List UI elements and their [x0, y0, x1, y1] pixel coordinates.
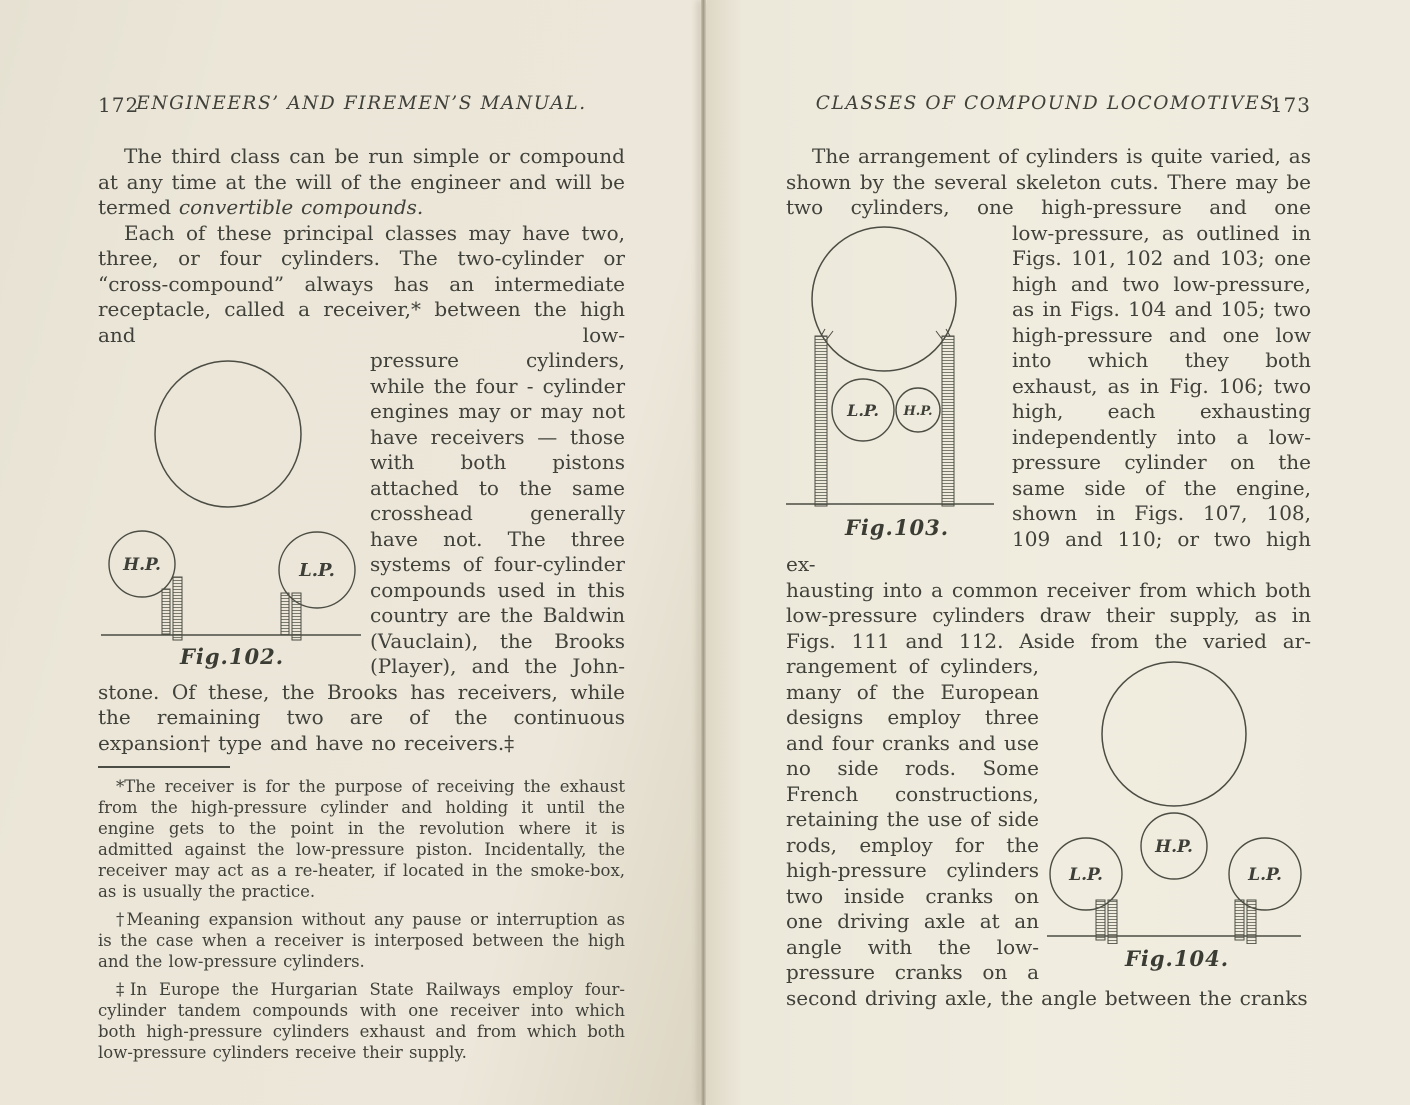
frame-post [1096, 900, 1105, 940]
paragraph-wrapped: rangement of cylinders, many of the European designs employ three and four cranks and use no side rods. Some French constructions, retaining the use of side rods, employ for the high-pressure cylinders two inside cranks on one driving axle at an angle with the low-pressure cranks on a [786, 654, 1039, 984]
footnote: *The receiver is for the purpose of receiving the exhaust from the high-pressure cylinder and holding it until the engine gets to the point in the revolution where it is admitted against the low-pressure piston. Incidentally, the receiver may act as a re-heater, if located in the smoke-box, as is usually the practice. [98, 777, 625, 901]
footnote-separator [98, 766, 230, 768]
paragraph: hausting into a common receiver from which both low-pressure cylinders draw their supply, as in Figs. 111 and 112. Aside from the varied ar- [786, 577, 1311, 653]
page-number: 173 [1269, 93, 1311, 117]
left-page [0, 0, 703, 1105]
lp-label-right: L.P. [1248, 865, 1282, 885]
frame-post [281, 593, 289, 635]
frame-post [1108, 900, 1117, 944]
right-page-header [786, 93, 1311, 119]
figure-104-caption: Fig.104. [1124, 946, 1230, 971]
page-gutter [701, 0, 706, 1105]
left-page-header [98, 93, 625, 119]
paragraph: stone. Of these, the Brooks has receivers, while the remaining two are of the continuous expansion† type and have no receivers.‡ [98, 679, 625, 755]
figure-103-diagram [786, 221, 1001, 513]
frame-bar [942, 336, 954, 506]
driving-wheel-circle [812, 227, 956, 371]
figure-102 [98, 348, 366, 669]
driving-wheel-circle [155, 361, 301, 507]
frame-bar [815, 336, 827, 506]
figure-103-caption: Fig.103. [844, 514, 950, 540]
running-title: CLASSES OF COMPOUND LOCOMOTIVES. [815, 93, 1282, 114]
page-number: 172 [98, 93, 140, 117]
right-page [707, 0, 1410, 1105]
figure-102-diagram [98, 348, 366, 642]
footnote: †Meaning expansion without any pause or interruption as is the case when a receiver is interposed between the high and the low-pressure cylinders. [98, 910, 625, 971]
frame-post [1247, 900, 1256, 944]
frame-post [1235, 900, 1244, 940]
paragraph: Each of these principal classes may have two, three, or four cylinders. The two-cylinder or “cross-compound” always has an intermediate receptacle, called a receiver,* between the high and low- [98, 220, 625, 347]
frame-post [292, 593, 301, 640]
frame-post [173, 577, 182, 640]
paragraph-wrapped: pressure cylinders, while the four - cylinder engines may or may not have receivers — those with both pistons attached to the same crosshead generally have not. The three systems of four-cylinder compounds used in this country are the Baldwin (Vauclain), the Brooks (Player), and the John- [370, 348, 625, 678]
lp-label: L.P. [299, 560, 335, 581]
running-title: ENGINEERS’ AND FIREMEN’S MANUAL. [136, 93, 587, 114]
italic-phrase: convertible compounds. [178, 195, 424, 219]
frame-post [162, 589, 170, 634]
figure-104-diagram [1043, 654, 1305, 944]
paragraph: The arrangement of cylinders is quite varied, as shown by the several skeleton cuts. There may be two cylinders, one high-pressure and one [786, 144, 1311, 219]
figure-102-caption: Fig.102. [179, 644, 285, 669]
hp-label: H.P. [123, 555, 161, 575]
text-run: The third class can be run simple or compound at any time at the will of the engineer and will be termed [98, 144, 625, 219]
figure-103 [786, 221, 1008, 540]
lp-label-left: L.P. [1069, 865, 1103, 885]
paragraph: second driving axle, the angle between the cranks [786, 985, 1308, 1010]
paragraph [98, 144, 625, 221]
paragraph-wrapped: low-pressure, as outlined in Figs. 101, 102 and 103; one high and two low-pressure, as in Figs. 104 and 105; two high-pressure and one low into which they both exhaust, as in Fig. 106; two high, each exhausting independently into a low-pressure cylinder on the same side of the engine, shown in Figs. 107, 108, 109 and 110; or two high ex- [786, 220, 1311, 576]
footnote: ‡In Europe the Hurgarian State Railways employ four-cylinder tandem compounds with one receiver into which both high-pressure cylinders exhaust and from which both low-pressure cylinders receive their supply. [98, 980, 625, 1062]
driving-wheel-circle [1102, 662, 1246, 806]
hp-label: H.P. [1155, 837, 1193, 857]
figure-104 [1043, 654, 1311, 971]
hp-label: H.P. [903, 403, 933, 419]
lp-label: L.P. [847, 400, 879, 420]
